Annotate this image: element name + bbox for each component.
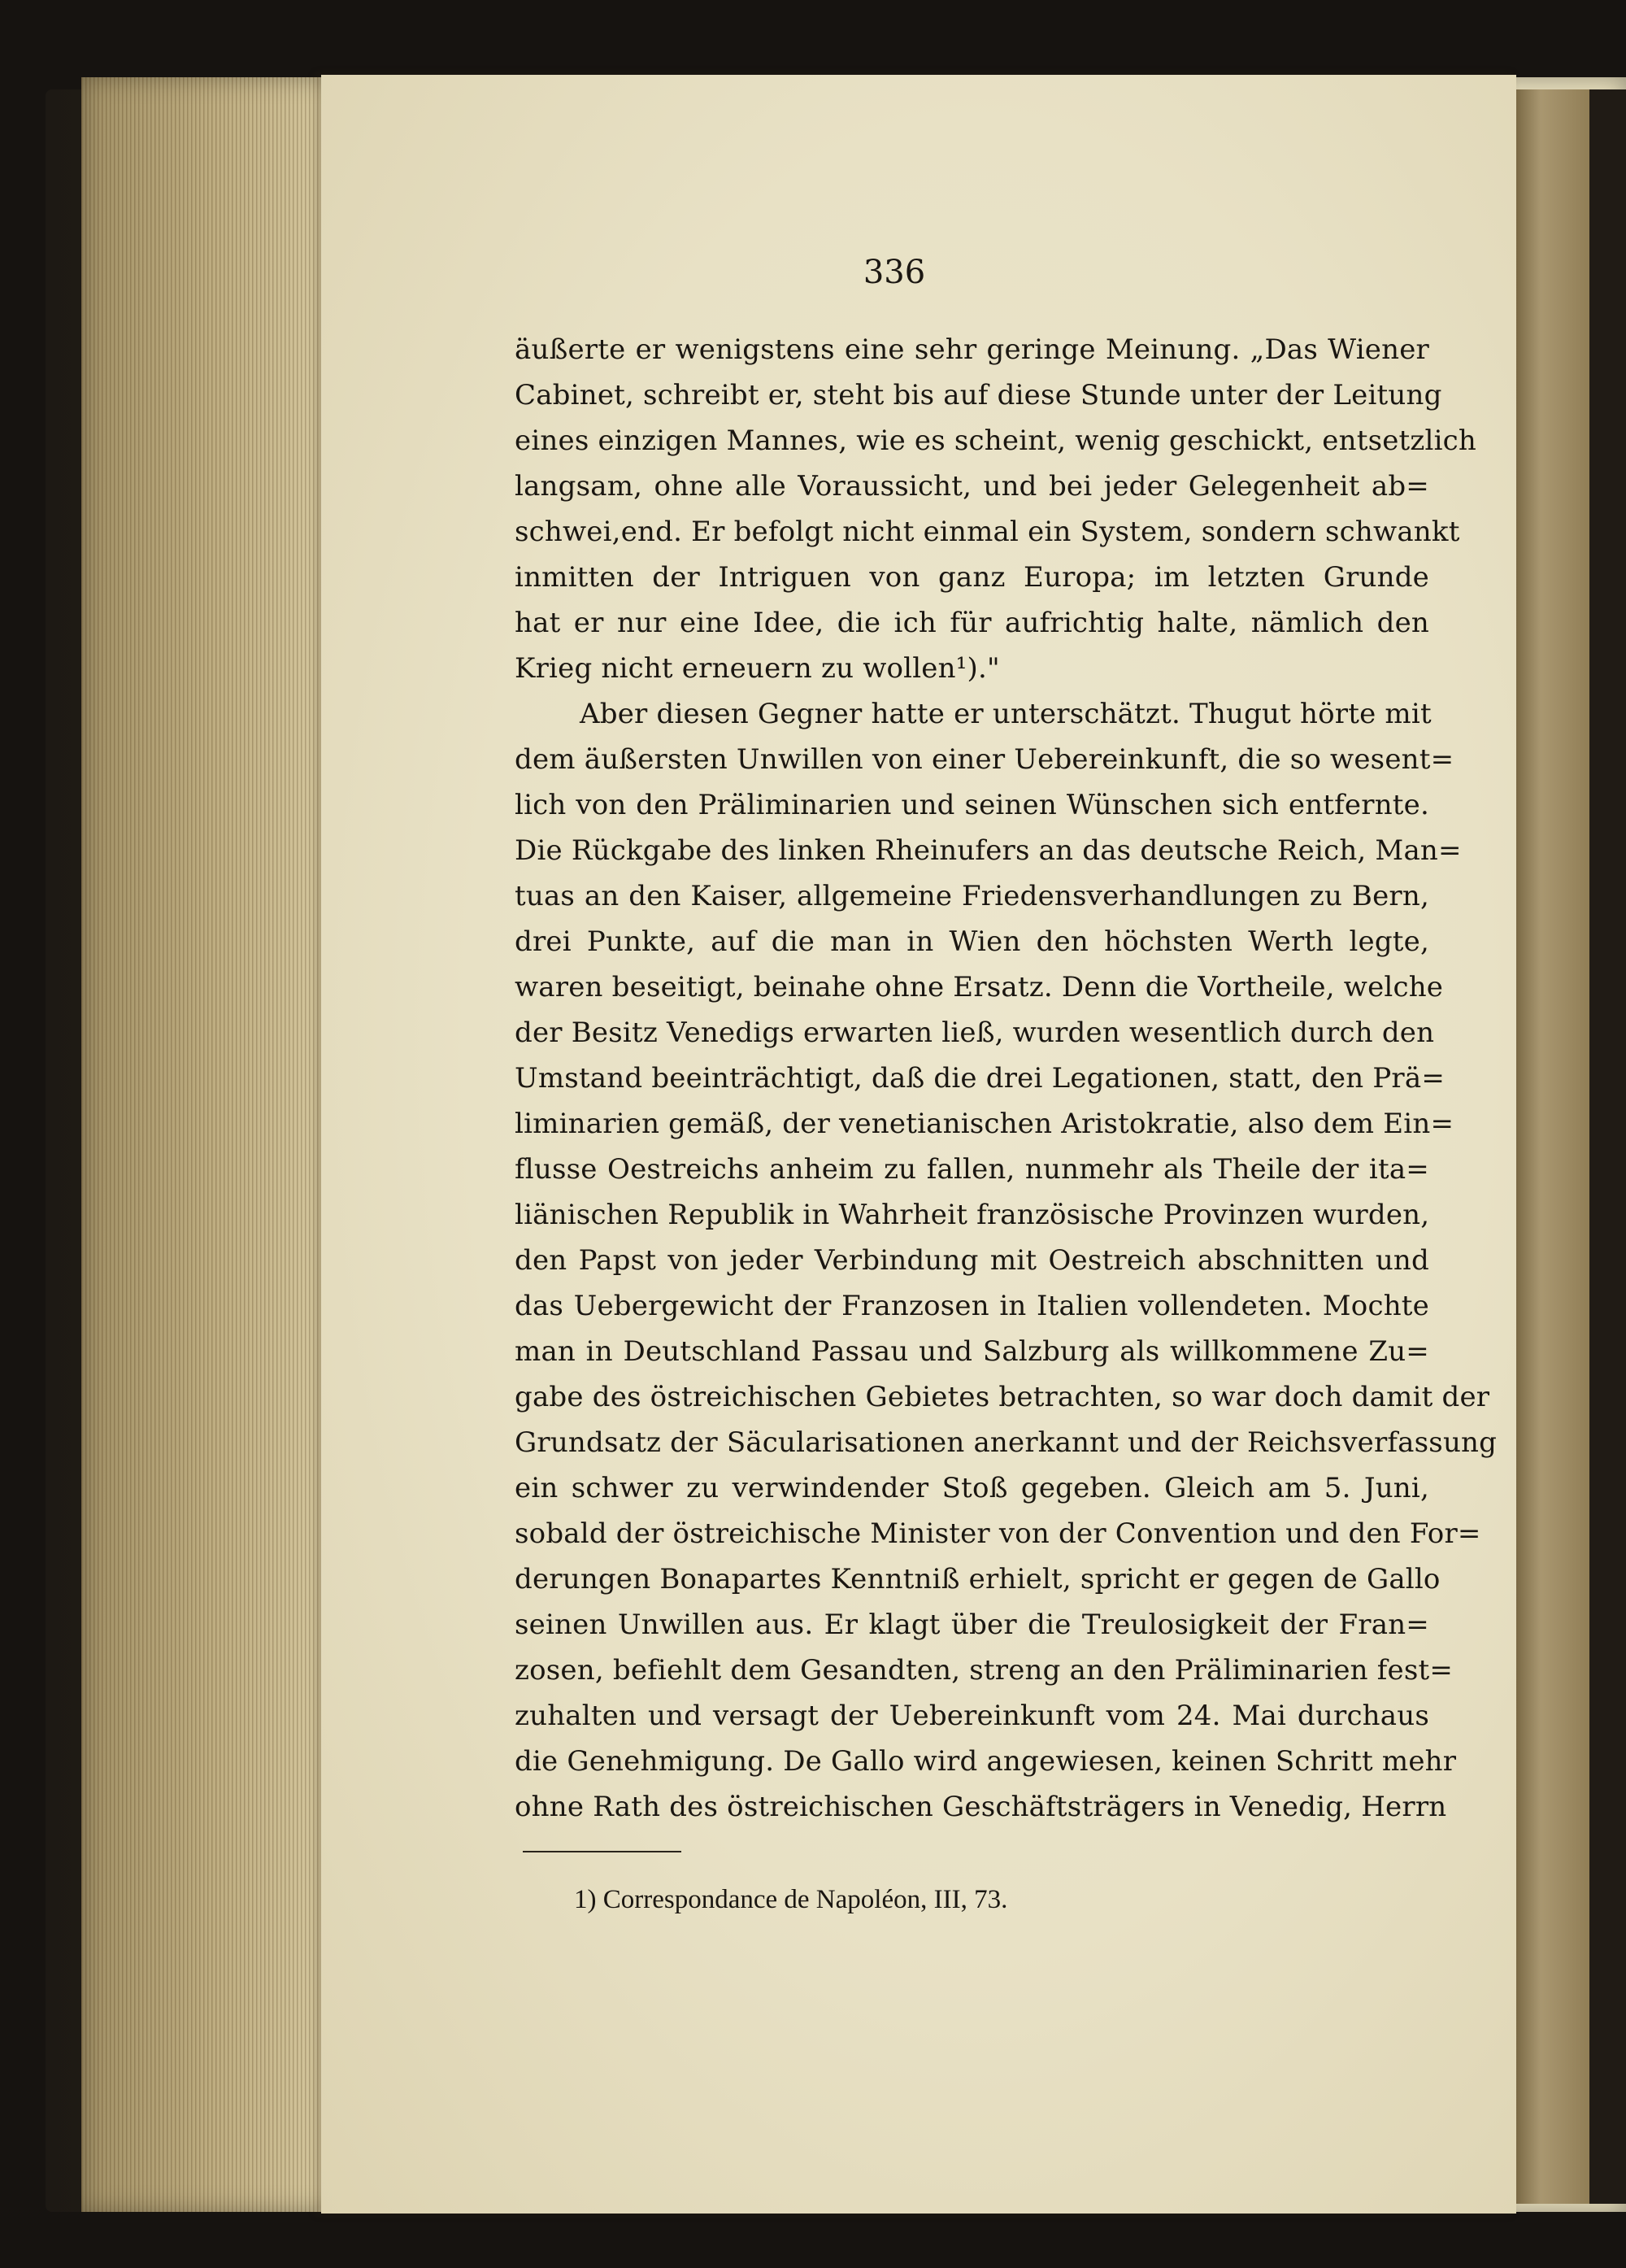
text-line: schwei,end. Er befolgt nicht einmal ein System, sondern schwankt (515, 516, 1460, 548)
text-line: seinen Unwillen aus. Er klagt über die Treulosigkeit der Fran= (515, 1608, 1429, 1641)
text-line: tuas an den Kaiser, allgemeine Friedensverhandlungen zu Bern, (515, 880, 1429, 912)
text-line: äußerte er wenigstens eine sehr geringe Meinung. „Das Wiener (515, 333, 1429, 366)
text-line: den Papst von jeder Verbindung mit Oestreich abschnitten und (515, 1244, 1429, 1277)
text-line: ein schwer zu verwindender Stoß gegeben. Gleich am 5. Juni, (515, 1472, 1429, 1504)
text-line: man in Deutschland Passau und Salzburg als willkommene Zu= (515, 1335, 1429, 1368)
text-line: derungen Bonapartes Kenntniß erhielt, spricht er gegen de Gallo (515, 1563, 1441, 1595)
paragraph-start-line: Aber diesen Gegner hatte er unterschätzt. Thugut hörte mit (580, 698, 1432, 730)
text-line: hat er nur eine Idee, die ich für aufrichtig halte, nämlich den (515, 607, 1429, 639)
text-line: waren beseitigt, beinahe ohne Ersatz. Denn die Vortheile, welche (515, 971, 1444, 1003)
body-text (515, 327, 1498, 1830)
text-line: Krieg nicht erneuern zu wollen¹)." (515, 652, 1000, 685)
text-line: eines einzigen Mannes, wie es scheint, wenig geschickt, entsetzlich (515, 424, 1476, 457)
text-line: zuhalten und versagt der Uebereinkunft vom 24. Mai durchaus (515, 1700, 1429, 1732)
text-line: liminarien gemäß, der venetianischen Aristokratie, also dem Ein= (515, 1108, 1454, 1140)
text-line: Cabinet, schreibt er, steht bis auf diese Stunde unter der Leitung (515, 379, 1442, 411)
text-line: Die Rückgabe des linken Rheinufers an das deutsche Reich, Man= (515, 834, 1462, 867)
text-line: lich von den Präliminarien und seinen Wünschen sich entfernte. (515, 789, 1429, 821)
text-line: die Genehmigung. De Gallo wird angewiesen, keinen Schritt mehr (515, 1745, 1457, 1778)
text-line: zosen, befiehlt dem Gesandten, streng an den Präliminarien fest= (515, 1654, 1454, 1687)
text-line: Umstand beeinträchtigt, daß die drei Legationen, statt, den Prä= (515, 1062, 1446, 1095)
facing-page-edge (1516, 89, 1598, 2204)
text-line: sobald der östreichische Minister von der Convention und den For= (515, 1517, 1481, 1550)
text-line: der Besitz Venedigs erwarten ließ, wurden wesentlich durch den (515, 1016, 1435, 1049)
book-cover-right (1589, 89, 1626, 2204)
page-edges (81, 77, 325, 2212)
text-line: Grundsatz der Säcularisationen anerkannt und der Reichsverfassung (515, 1426, 1498, 1459)
text-line: inmitten der Intriguen von ganz Europa; im letzten Grunde (515, 561, 1429, 594)
text-line: langsam, ohne alle Voraussicht, und bei jeder Gelegenheit ab= (515, 470, 1429, 503)
text-line: dem äußersten Unwillen von einer Uebereinkunft, die so wesent= (515, 743, 1454, 776)
footnote: 1) Correspondance de Napoléon, III, 73. (574, 1885, 1008, 1914)
footnote-divider (523, 1851, 681, 1852)
text-line: liänischen Republik in Wahrheit französische Provinzen wurden, (515, 1199, 1430, 1231)
text-line: flusse Oestreichs anheim zu fallen, nunmehr als Theile der ita= (515, 1153, 1429, 1186)
text-line: das Uebergewicht der Franzosen in Italien vollendeten. Mochte (515, 1290, 1429, 1322)
text-line: drei Punkte, auf die man in Wien den höchsten Werth legte, (515, 925, 1429, 958)
text-line: gabe des östreichischen Gebietes betrachten, so war doch damit der (515, 1381, 1490, 1413)
text-line: ohne Rath des östreichischen Geschäftsträgers in Venedig, Herrn (515, 1791, 1447, 1823)
page-number: 336 (863, 254, 926, 291)
